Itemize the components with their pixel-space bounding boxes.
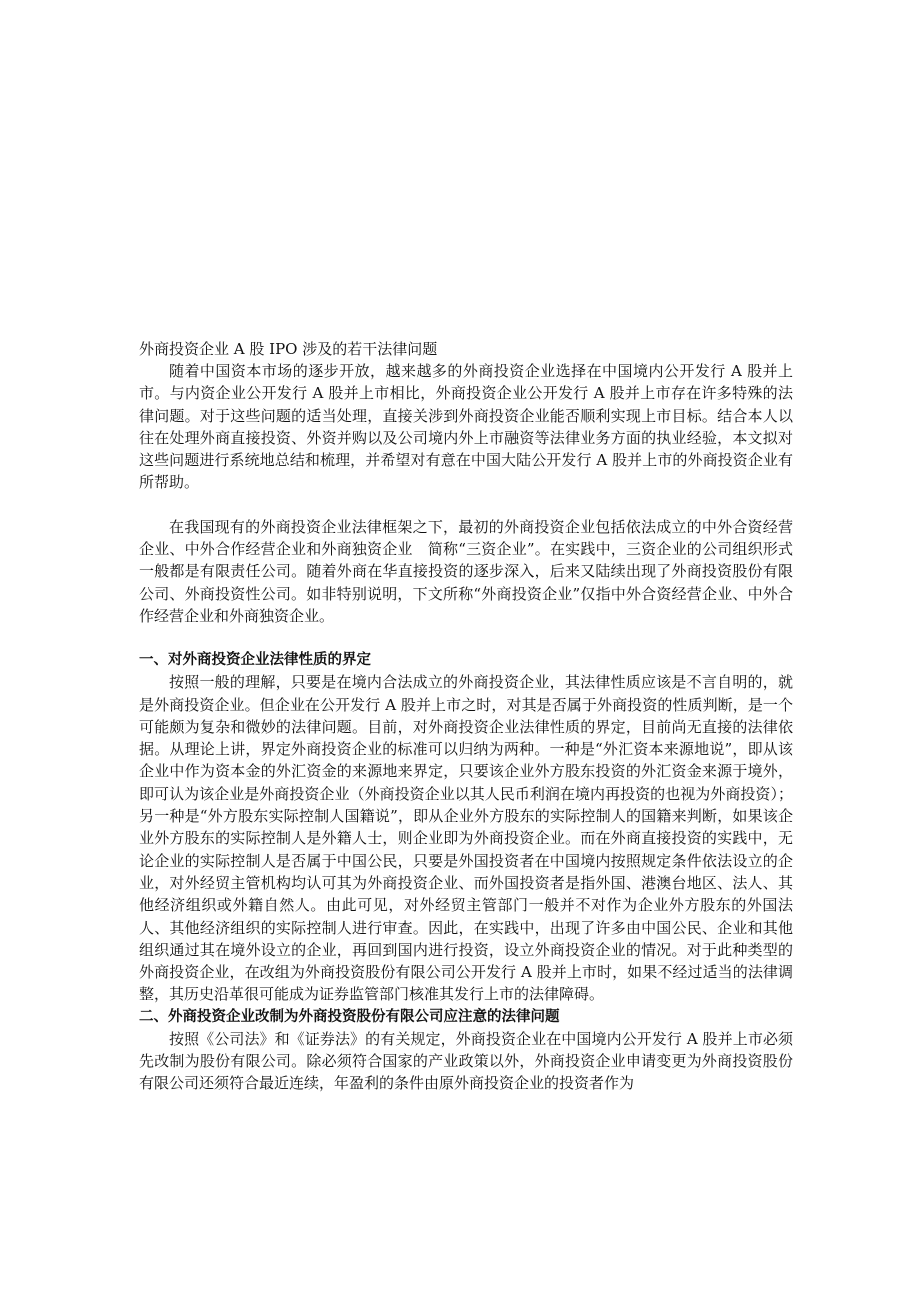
- section-2-heading: 二、外商投资企业改制为外商投资股份有限公司应注意的法律问题: [139, 1008, 560, 1025]
- section-2-paragraph: 按照《公司法》和《证券法》的有关规定，外商投资企业在中国境内公开发行 A 股并上市必须先改制为股份有限公司。除必须符合国家的产业政策以外，外商投资企业申请变更为外商投资股份有限公司还须符合最近连续，年盈利的条件由原外商投资企业的投资者作为: [139, 1029, 793, 1093]
- document-title: 外商投资企业 A 股 IPO 涉及的若干法律问题: [139, 340, 438, 358]
- framework-paragraph: 在我国现有的外商投资企业法律框架之下，最初的外商投资企业包括依法成立的中外合资经营企业、中外合作经营企业和外商独资企业 简称“三资企业”。在实践中，三资企业的公司组织形式一般都是有限责任公司。随着外商在华直接投资的逐步深入，后来又陆续出现了外商投资股份有限公司、外商投资性公司。如非特别说明，下文所称“外商投资企业”仅指中外合资经营企业、中外合作经营企业和外商独资企业。: [139, 517, 793, 625]
- paragraph-spacer: [139, 494, 793, 516]
- document-page: [139, 338, 793, 1095]
- intro-paragraph: 随着中国资本市场的逐步开放，越来越多的外商投资企业选择在中国境内公开发行 A 股并上市。与内资企业公开发行 A 股并上市相比，外商投资企业公开发行 A 股并上市存在许多特殊的法律问题。对于这些问题的适当处理，直接关涉到外商投资企业能否顺利实现上市目标。结合本人以往在处理外商直接投资、外资并购以及公司境内外上市融资等法律业务方面的执业经验，本文拟对这些问题进行系统地总结和梳理，并希望对有意在中国大陆公开发行 A 股并上市的外商投资企业有所帮助。: [139, 362, 793, 492]
- paragraph-spacer: [139, 627, 793, 649]
- section-1-paragraph: 按照一般的理解，只要是在境内合法成立的外商投资企业，其法律性质应该是不言自明的，就是外商投资企业。但企业在公开发行 A 股并上市之时，对其是否属于外商投资的性质判断，是一个可能颇为复杂和微妙的法律问题。目前，对外商投资企业法律性质的界定，目前尚无直接的法律依据。从理论上讲，界定外商投资企业的标准可以归纳为两种。一种是“外汇资本来源地说”，即从该企业中作为资本金的外汇资金的来源地来界定，只要该企业外方股东投资的外汇资金来源于境外，即可认为该企业是外商投资企业（外商投资企业以其人民币利润在境内再投资的也视为外商投资）；另一种是“外方股东实际控制人国籍说”，即从企业外方股东的实际控制人的国籍来判断，如果该企业外方股东的实际控制人是外籍人士，则企业即为外商投资企业。而在外商直接投资的实践中，无论企业的实际控制人是否属于中国公民，只要是外国投资者在中国境内按照规定条件依法设立的企业，对外经贸主管机构均认可其为外商投资企业、而外国投资者是指外国、港澳台地区、法人、其他经济组织或外籍自然人。由此可见，对外经贸主管部门一般并不对作为企业外方股东的外国法人、其他经济组织的实际控制人进行审查。因此，在实践中，出现了许多由中国公民、企业和其他组织通过其在境外设立的企业，再回到国内进行投资，设立外商投资企业的情况。对于此种类型的外商投资企业，在改组为外商投资股份有限公司公开发行 A 股并上市时，如果不经过适当的法律调整，其历史沿革很可能成为证券监管部门核准其发行上市的法律障碍。: [139, 673, 793, 1004]
- section-1-heading: 一、对外商投资企业法律性质的界定: [139, 652, 371, 669]
